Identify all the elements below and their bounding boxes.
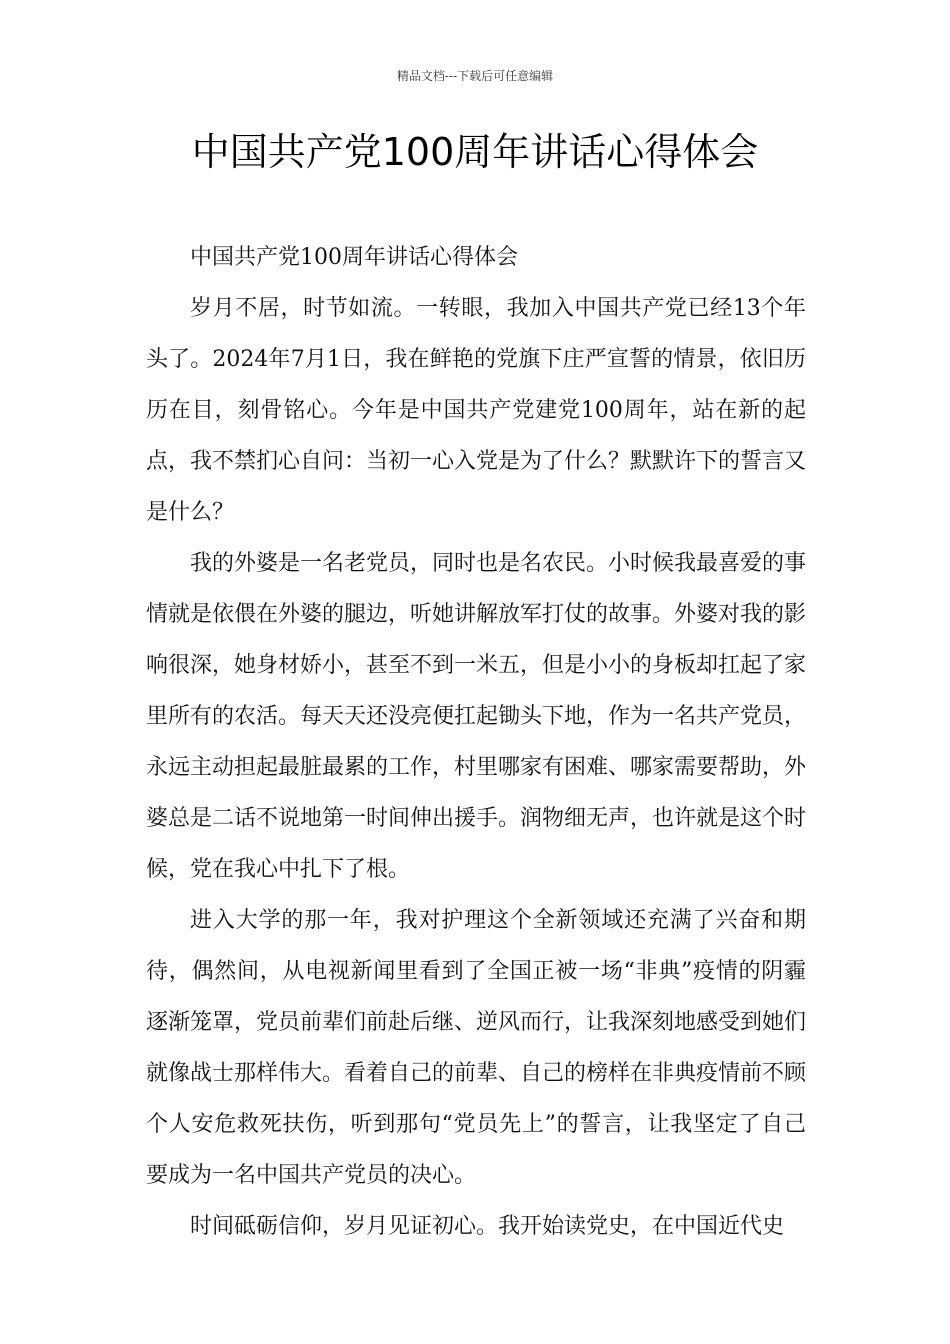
paragraph: 岁月不居，时节如流。一转眼，我加入中国共产党已经13个年头了。2024年7月1日，我在鲜艳的党旗下庄严宣誓的情景，依旧历历在目，刻骨铭心。今年是中国共产党建党100周年，站在新的起点，我不禁扪心自问：当初一心入党是为了什么？默默许下的誓言又是什么？: [146, 296, 807, 525]
paragraph: 时间砥砺信仰，岁月见证初心。我开始读党史，在中国近代史: [190, 1214, 785, 1239]
paragraph: 进入大学的那一年，我对护理这个全新领域还充满了兴奋和期待，偶然间，从电视新闻里看到了全国正被一场“非典”疫情的阴霾逐渐笼罩，党员前辈们前赴后继、逆风而行，让我深刻地感受到她们就像战士那样伟大。看着自己的前辈、自己的榜样在非典疫情前不顾个人安危救死扶伤，听到那句“党员先上”的誓言，让我坚定了自己要成为一名中国共产党员的决心。: [146, 908, 807, 1188]
document-title: 中国共产党100周年讲话心得体会: [191, 130, 759, 174]
page-header: 精品文档---下载后可任意编辑: [396, 69, 554, 83]
document-body: [146, 232, 806, 1252]
paragraph: 中国共产党100周年讲话心得体会: [190, 245, 518, 270]
paragraph: 我的外婆是一名老党员，同时也是名农民。小时候我最喜爱的事情就是依偎在外婆的腿边，听她讲解放军打仗的故事。外婆对我的影响很深，她身材娇小，甚至不到一米五，但是小小的身板却扛起了家里所有的农活。每天天还没亮便扛起锄头下地，作为一名共产党员，永远主动担起最脏最累的工作，村里哪家有困难、哪家需要帮助，外婆总是二话不说地第一时间伸出援手。润物细无声，也许就是这个时候，党在我心中扎下了根。: [146, 551, 807, 882]
